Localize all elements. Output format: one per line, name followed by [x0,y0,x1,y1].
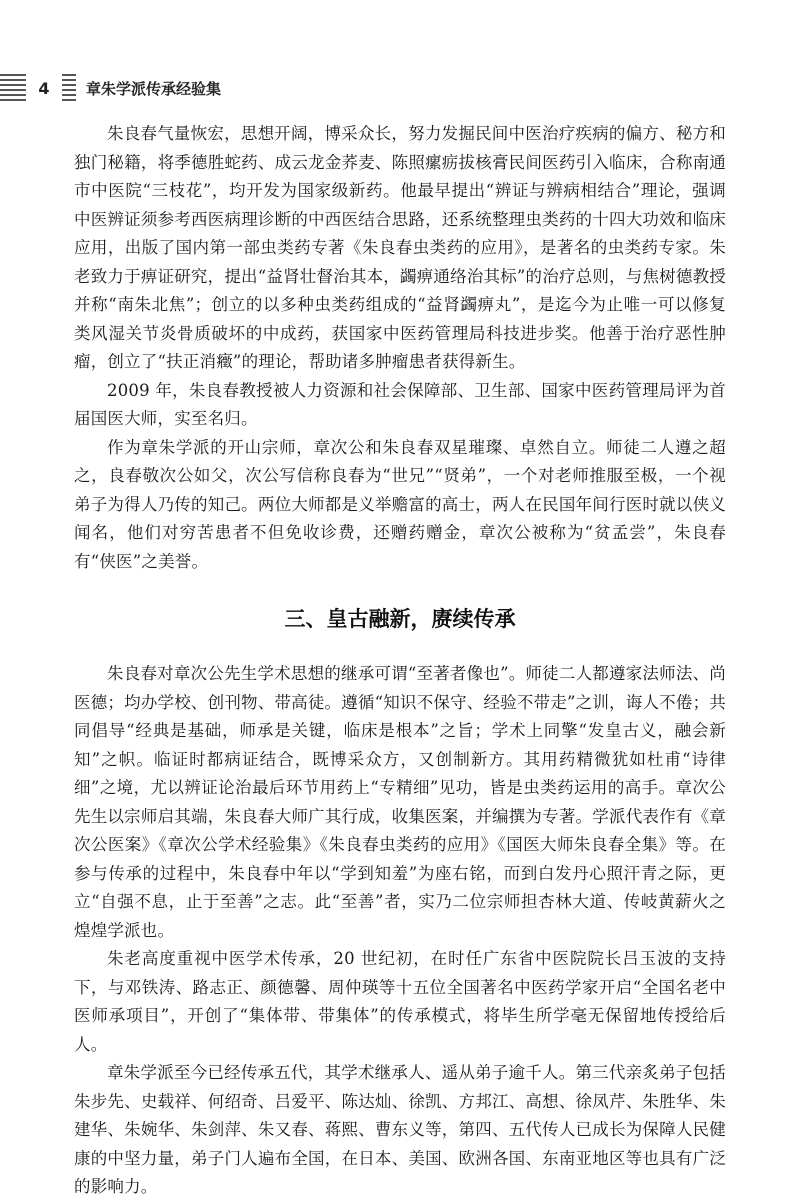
paragraph: 朱良春对章次公先生学术思想的继承可谓“至著者像也”。师徒二人都遵家法师法、尚医德；均办学校、创刊物、带高徒。遵循“知识不保守、经验不带走”之训，诲人不倦；共同倡导“经典是基础，师承是关键，临床是根本”之旨；学术上同擎“发皇古义，融会新知”之帜。临证时都病证结合，既博采众方，又创制新方。其用药精微犹如杜甫“诗律细”之境，尤以辨证论治最后环节用药上“专精细”见功，皆是虫类药运用的高手。章次公先生以宗师启其端，朱良春大师广其行成，收集医案，并编撰为专著。学派代表作有《章次公医案》《章次公学术经验集》《朱良春虫类药的应用》《国医大师朱良春全集》等。在参与传承的过程中，朱良春中年以“学到知羞”为座右铭，而到白发丹心照汗青之际，更立“自强不息，止于至善”之志。此“至善”者，实乃二位宗师担杏林大道、传岐黄薪火之煌煌学派也。 [74,664,726,940]
paragraph: 作为章朱学派的开山宗师，章次公和朱良春双星璀璨、卓然自立。师徒二人遵之超之，良春敬次公如父，次公写信称良春为“世兄”“贤弟”，一个对老师推服至极，一个视弟子为得人乃传的知己。两位大师都是义举赡富的高士，两人在民国年间行医时就以侠义闻名，他们对穷苦患者不但免收诊费，还赠药赠金，章次公被称为“贫孟尝”，朱良春有“侠医”之美誉。 [74,437,726,571]
page-body [74,120,726,1202]
paragraph: 朱老高度重视中医学术传承，20 世纪初，在时任广东省中医院院长吕玉波的支持下，与邓铁涛、路志正、颜德馨、周仲瑛等十五位全国著名中医药学家开启“全国名老中医师承项目”，开创了“集体带、带集体”的传承模式，将毕生所学毫无保留地传授给后人。 [74,949,726,1054]
header-decoration-lines [62,74,76,104]
running-header [0,72,800,106]
paragraph: 朱良春气量恢宏，思想开阔，博采众长，努力发掘民间中医治疗疾病的偏方、秘方和独门秘籍，将季德胜蛇药、成云龙金荞麦、陈照瘰疬拔核膏民间医药引入临床，合称南通市中医院“三枝花”，均开发为国家级新药。他最早提出“辨证与辨病相结合”理论，强调中医辨证须参考西医病理诊断的中西医结合思路，还系统整理虫类药的十四大功效和临床应用，出版了国内第一部虫类药专著《朱良春虫类药的应用》，是著名的虫类药专家。朱老致力于痹证研究，提出“益肾壮督治其本，蠲痹通络治其标”的治疗总则，与焦树德教授并称“南朱北焦”；创立的以多种虫类药组成的“益肾蠲痹丸”，是迄今为止唯一可以修复类风湿关节炎骨质破坏的中成药，获国家中医药管理局科技进步奖。他善于治疗恶性肿瘤，创立了“扶正消癥”的理论，帮助诸多肿瘤患者获得新生。 [74,124,726,371]
section-heading: 三、皇古融新，赓续传承 [284,607,516,631]
book-title: 章朱学派传承经验集 [86,80,222,98]
page-number: 4 [38,79,50,98]
paragraph: 章朱学派至今已经传承五代，其学术继承人、遥从弟子逾千人。第三代亲炙弟子包括朱步先、史载祥、何绍奇、吕爱平、陈达灿、徐凯、方邦江、高想、徐凤芹、朱胜华、朱建华、朱婉华、朱剑萍、朱又春、蒋熙、曹东义等，第四、五代传人已成长为保障人民健康的中坚力量，弟子门人遍布全国，在日本、美国、欧洲各国、东南亚地区等也具有广泛的影响力。 [74,1063,726,1196]
paragraph: 2009 年，朱良春教授被人力资源和社会保障部、卫生部、国家中医药管理局评为首届国医大师，实至名归。 [74,380,726,428]
header-decoration-lines [0,74,26,104]
